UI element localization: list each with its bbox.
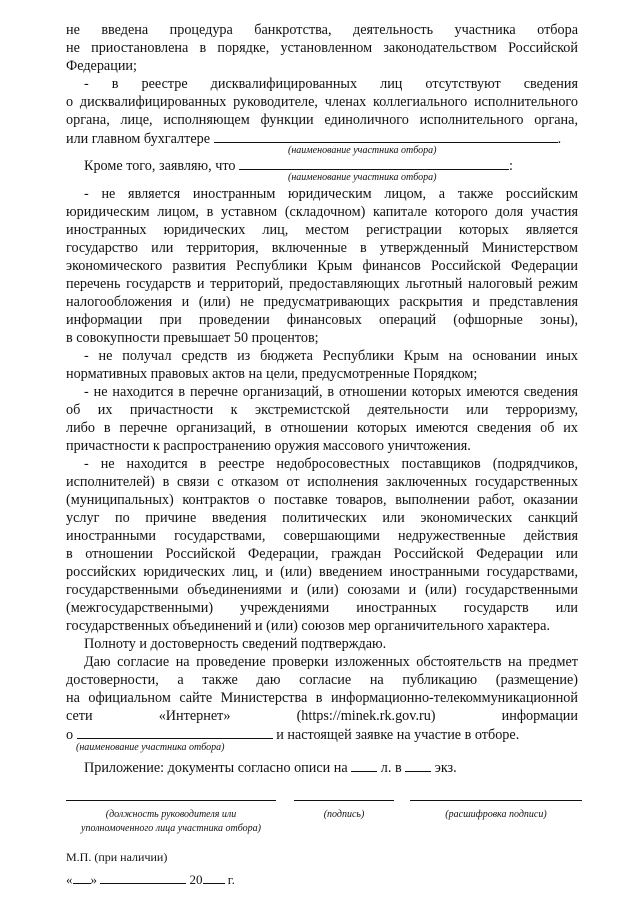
text-line: не приостановлена в порядке, установленном законодательством Российской xyxy=(66,40,578,56)
signature-caption: (должность руководителя или xyxy=(105,809,237,820)
text-line: не введена процедура банкротства, деятельность участника отбора xyxy=(66,22,578,38)
year-blank[interactable] xyxy=(203,870,225,884)
text-fragment: г. xyxy=(227,872,235,887)
text-line: (межгосударственными) учреждениями иностранных государств или xyxy=(66,600,578,616)
text-line: юридическим лицом, в уставном (складочном) капитале которого доля участия xyxy=(66,204,578,220)
date-line xyxy=(66,870,235,888)
signature-decode-line[interactable] xyxy=(410,800,582,801)
text-line: в отношении Российской Федерации, граждан Российской Федерации или xyxy=(66,546,578,562)
text-fragment: Кроме того, заявляю, что xyxy=(84,158,236,174)
text-fragment: 20 xyxy=(189,872,203,887)
month-blank[interactable] xyxy=(100,870,186,884)
text-line: достоверности, а также даю согласие на публикацию (размещение) xyxy=(66,672,578,688)
sheet-count-blank[interactable] xyxy=(351,758,377,772)
participant-name-blank[interactable] xyxy=(239,156,509,170)
text-line: российских юридических лиц, и (или) введением иностранными государствами, xyxy=(66,564,578,580)
participant-name-blank[interactable] xyxy=(214,129,558,143)
day-blank[interactable] xyxy=(73,870,91,884)
text-fragment: : xyxy=(509,158,513,174)
text-fragment: экз. xyxy=(434,760,457,776)
text-line: государственных объединений и (или) союзов мер органичительного характера. xyxy=(66,618,550,634)
text-line: информации при проведении финансовых операций (офшорные зоны), xyxy=(66,312,578,328)
text-fragment: и настоящей заявке на участие в отборе. xyxy=(276,727,520,743)
text-fragment: » xyxy=(90,872,97,887)
text-line: экономического развития Республики Крым финансов Российской Федерации xyxy=(66,258,578,274)
text-fragment: « xyxy=(66,872,73,887)
text-line: перечень государств и территорий, предоставляющих льготный налоговый режим xyxy=(66,276,578,292)
text-line: исполнителей) в связи с отказом от исполнения заключенных государственных xyxy=(66,474,578,490)
text-line: нормативных правовых актов на цели, предусмотренные Порядком; xyxy=(66,366,478,382)
text-line: налогообложения и (или) не предусматривающих раскрытия и представления xyxy=(66,294,578,310)
text-line: в совокупности превышает 50 процентов; xyxy=(66,330,319,346)
signature-line[interactable] xyxy=(294,800,394,801)
text-line: сети «Интернет» (https://minek.rk.gov.ru) информации xyxy=(66,708,578,724)
text-line: об их причастности к экстремистской деятельности или терроризму, xyxy=(66,402,578,418)
copies-count-blank[interactable] xyxy=(405,758,431,772)
stamp-label: М.П. (при наличии) xyxy=(66,850,168,864)
text-line: государство или территория, включенные в утвержденный Министерством xyxy=(66,240,578,256)
field-caption: (наименование участника отбора) xyxy=(288,145,437,156)
text-line: иностранными государствами, совершающими недружественные действия xyxy=(66,528,578,544)
text-line: - не является иностранным юридическим лицом, а также российским xyxy=(84,186,578,202)
text-line: - не находится в реестре недобросовестных поставщиков (подрядчиков, xyxy=(84,456,578,472)
text-line: иностранных юридических лиц, местом регистрации которых является xyxy=(66,222,578,238)
participant-name-blank[interactable] xyxy=(77,725,273,739)
text-fragment: л. в xyxy=(380,760,402,776)
text-line: - не получал средств из бюджета Республики Крым на основании иных xyxy=(84,348,578,364)
text-fragment: о xyxy=(66,727,74,743)
text-line: о дисквалифицированных руководителе, членах коллегиального исполнительного xyxy=(66,94,578,110)
text-line: Даю согласие на проведение проверки изложенных обстоятельств на предмет xyxy=(84,654,578,670)
text-line: (муниципальных) контрактов о поставке товаров, выполнении работ, оказании xyxy=(66,492,578,508)
text-line: Полноту и достоверность сведений подтверждаю. xyxy=(84,636,387,652)
field-caption: (наименование участника отбора) xyxy=(76,742,225,753)
text-line: услуг по причине введения политических или экономических санкций xyxy=(66,510,578,526)
text-line: - в реестре дисквалифицированных лиц отсутствуют сведения xyxy=(84,76,578,92)
text-line: - не находится в перечне организаций, в отношении которых имеются сведения xyxy=(84,384,578,400)
text-line: или главном бухгалтере . xyxy=(66,131,562,147)
text-line: государственными объединениями и (или) союзами и (или) государственными xyxy=(66,582,578,598)
signature-caption: (подпись) xyxy=(323,809,365,820)
text-line: органа, лице, исполняющем функции единоличного исполнительного органа, xyxy=(66,112,578,128)
text-line: причастности к распространению оружия массового уничтожения. xyxy=(66,438,471,454)
signature-caption: (расшифровка подписи) xyxy=(445,809,547,820)
signature-caption: уполномоченного лица участника отбора) xyxy=(81,823,261,834)
text-fragment: Приложение: документы согласно описи на xyxy=(84,760,348,776)
text-fragment: или главном бухгалтере xyxy=(66,131,211,147)
text-line: Федерации; xyxy=(66,58,137,74)
text-line: на официальном сайте Министерства в информационно-телекоммуникационной xyxy=(66,690,578,706)
field-caption: (наименование участника отбора) xyxy=(288,172,437,183)
position-signature-line[interactable] xyxy=(66,800,276,801)
text-line: либо в перечне организаций, в отношении которых имеются сведения об их xyxy=(66,420,578,436)
text-line xyxy=(84,758,578,777)
